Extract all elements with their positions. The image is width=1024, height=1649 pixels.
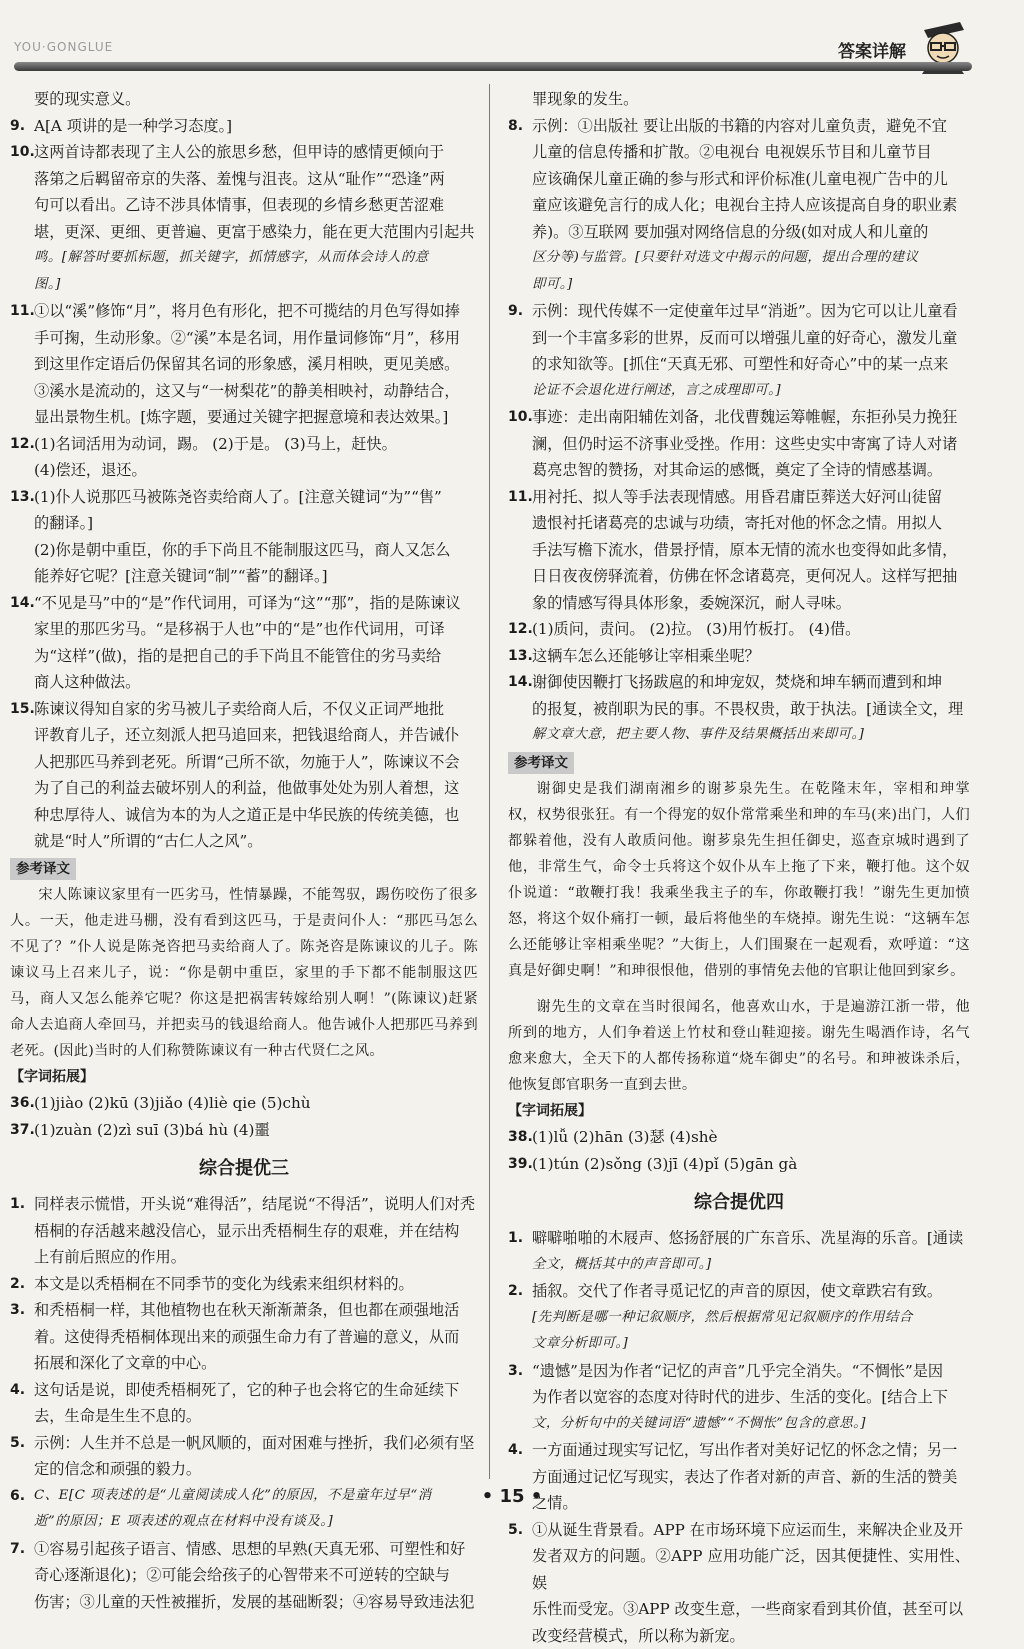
continued-text: 罪现象的发生。	[508, 86, 970, 113]
item-text: (1)lǚ (2)hān (3)瑟 (4)shè	[532, 1128, 718, 1146]
text-line: 到一个丰富多彩的世界，反而可以增强儿童的好奇心，激发儿童	[532, 325, 970, 352]
item-text: (1)zuàn (2)zì suī (3)bá hù (4)噩	[34, 1121, 270, 1139]
text-line: ①容易引起孩子语言、情感、思想的早熟(天真无邪、可塑性和好	[34, 1536, 478, 1563]
text-line: 乐性而受宠。③APP 改变生意，一些商家看到其价值，甚至可以	[532, 1596, 970, 1623]
reference-translation: 谢御史是我们湖南湘乡的谢芗泉先生。在乾隆末年，宰相和珅掌权，权势很张狂。有一个得宠的奴仆常常乘坐和珅的车马(来)出门，人们都躲着他，没有人敢质问他。谢芗泉先生担任御史，巡查京城时遇到了他，非常生气，命令士兵将这个奴仆从车上拖了下来，鞭打他。这个奴仆说道：“敢鞭打我！我乘坐我主子的车，你敢鞭打我！”谢先生更加愤怒，将这个奴仆痛打一顿，最后将他坐的车烧掉。谢先生说：“这辆车怎么还能够让宰相乘坐呢？”大街上，人们围聚在一起观看，欢呼道：“这真是好御史啊！”和珅很恨他，借别的事情免去他的官职让他回到家乡。	[508, 776, 970, 984]
text-line: 落第之后羁留帝京的失落、羞愧与沮丧。这从“耻作”“恐逢”两	[34, 166, 478, 193]
item-number: 10.	[508, 404, 533, 431]
text-line: 定的信念和顽强的毅力。	[34, 1456, 478, 1483]
text-line: C、E[C 项表述的是“儿童阅读成人化”的原因，不是童年过早“消	[34, 1483, 478, 1510]
answer-item	[508, 1278, 970, 1358]
text-line: 葛亮忠智的赞扬，对其命运的感慨，奠定了全诗的情感基调。	[532, 457, 970, 484]
text-line: 噼噼啪啪的木屐声、悠扬舒展的广东音乐、冼星海的乐音。[通读	[532, 1225, 970, 1252]
text-line: ①以“溪”修饰“月”，将月色有形化，把不可揽结的月色写得如捧	[34, 298, 478, 325]
text-line: 伤害；③儿童的天性被摧折，发展的基础断裂；④容易导致违法犯	[34, 1589, 478, 1616]
item-number: 37.	[10, 1117, 35, 1144]
text-line: 文，分析句中的关键词语“遗憾”“不惆怅”包含的意思。]	[532, 1411, 970, 1438]
word-extension-tag: 【字词拓展】	[508, 1098, 970, 1125]
item-number: 2.	[10, 1271, 25, 1298]
text-line: 文章分析即可。]	[532, 1331, 970, 1358]
text-line: 图。]	[34, 272, 478, 299]
item-number: 4.	[10, 1377, 25, 1404]
item-text: (1)tún (2)sǒng (3)jī (4)pǐ (5)gān gà	[532, 1155, 797, 1173]
text-line: 堪，更深、更细、更普遍、更富于感染力，能在更大范围内引起共	[34, 219, 478, 246]
item-number: 11.	[10, 298, 35, 325]
text-line: ③溪水是流动的，这又与“一树梨花”的静美相映衬，动静结合，	[34, 378, 478, 405]
continued-text: 要的现实意义。	[10, 86, 478, 113]
text-line: 区分等)与监管。[只要针对选文中揭示的问题，提出合理的建议	[532, 245, 970, 272]
text-line: 儿童的信息传播和扩散。②电视台 电视娱乐节目和儿童节目	[532, 139, 970, 166]
text-line: 家里的那匹劣马。“是移祸于人也”中的“是”也作代词用，可译	[34, 616, 478, 643]
answer-item	[10, 431, 478, 484]
answer-item	[10, 1191, 478, 1271]
item-number: 10.	[10, 139, 35, 166]
text-line: 这两首诗都表现了主人公的旅思乡愁，但甲诗的感情更倾向于	[34, 139, 478, 166]
page-header	[0, 0, 1024, 80]
text-line: 改变经营模式，所以称为新宠。	[532, 1623, 970, 1649]
text-line: 插叙。交代了作者寻觅记忆的声音的原因，使文章跌宕有致。	[532, 1278, 970, 1305]
answer-item	[10, 113, 478, 140]
text-line: 示例：①出版社 要让出版的书籍的内容对儿童负责，避免不宜	[532, 113, 970, 140]
text-line: “遗憾”是因为作者“记忆的声音”几乎完全消失。“不惆怅”是因	[532, 1358, 970, 1385]
item-text: A[A 项讲的是一种学习态度。]	[34, 117, 232, 135]
answer-item	[508, 616, 970, 643]
answer-item	[508, 1225, 970, 1278]
brand-label: YOU·GONGLUE	[14, 40, 113, 54]
answer-item	[10, 1117, 478, 1144]
reference-translation-tag: 参考译文	[10, 858, 76, 880]
text-line: 的求知欲等。[抓住“天真无邪、可塑性和好奇心”中的某一点来	[532, 351, 970, 378]
text-line: “不见是马”中的“是”作代词用，可译为“这”“那”，指的是陈谏议	[34, 590, 478, 617]
text-line: 示例：现代传媒不一定使童年过早“消逝”。因为它可以让儿童看	[532, 298, 970, 325]
item-text: (1)质问，责问。 (2)拉。 (3)用竹板打。 (4)借。	[532, 620, 860, 638]
text-line: 遗恨衬托诸葛亮的忠诚与功绩，寄托对他的怀念之情。用拟人	[532, 510, 970, 537]
right-column	[508, 86, 970, 1649]
text-line: 一方面通过现实写记忆，写出作者对美好记忆的怀念之情；另一	[532, 1437, 970, 1464]
text-line: 之情。	[532, 1490, 970, 1517]
answer-item	[10, 1297, 478, 1377]
item-number: 5.	[10, 1430, 25, 1457]
text-line: 到这里作定语后仍保留其名词的形象感，溪月相映，更见美感。	[34, 351, 478, 378]
text-line: 上有前后照应的作用。	[34, 1244, 478, 1271]
text-line: 手法写檐下流水，借景抒情，原本无情的流水也变得如此多情，	[532, 537, 970, 564]
item-number: 3.	[10, 1297, 25, 1324]
text-line: 全文，概括其中的声音即可。]	[532, 1252, 970, 1279]
left-column	[10, 86, 478, 1615]
text-line: 应该确保儿童正确的参与形式和评价标准(儿童电视广告中的儿	[532, 166, 970, 193]
item-number: 13.	[10, 484, 35, 511]
answer-item	[10, 1536, 478, 1616]
text-line: (4)偿还，退还。	[34, 457, 478, 484]
text-line: 澜，但仍时运不济事业受挫。作用：这些史实中寄寓了诗人对诸	[532, 431, 970, 458]
text-line: 鸣。[解答时要抓标题，抓关键字，抓情感字，从而体会诗人的意	[34, 245, 478, 272]
item-number: 1.	[508, 1225, 523, 1252]
text-line: 象的情感写得具体形象，委婉深沉，耐人寻味。	[532, 590, 970, 617]
answer-item	[10, 139, 478, 298]
item-number: 2.	[508, 1278, 523, 1305]
item-number: 38.	[508, 1124, 533, 1151]
item-number: 8.	[508, 113, 523, 140]
text-line: 去，生命是生生不息的。	[34, 1403, 478, 1430]
reference-translation: 谢先生的文章在当时很闻名，他喜欢山水，于是遍游江浙一带，他所到的地方，人们争着送上竹杖和登山鞋迎接。谢先生喝酒作诗，名气愈来愈大，全天下的人都传扬称道“烧车御史”的名号。和珅被诛杀后，他恢复郎官职务一直到去世。	[508, 994, 970, 1098]
text-line: 种忠厚待人、诚信为本的为人之道正是中华民族的传统美德，也	[34, 802, 478, 829]
text-line: 为了自己的利益去破坏别人的利益，他做事处处为别人着想，这	[34, 775, 478, 802]
text-line: 人把那匹马养到老死。所谓“己所不欲，勿施于人”，陈谏议不会	[34, 749, 478, 776]
text-line: 方面通过记忆写现实，表达了作者对新的声音、新的生活的赞美	[532, 1464, 970, 1491]
text-line: 拓展和深化了文章的中心。	[34, 1350, 478, 1377]
answer-item	[508, 404, 970, 484]
text-line: 着。这使得秃梧桐体现出来的顽强生命力有了普遍的意义，从而	[34, 1324, 478, 1351]
answer-item	[508, 298, 970, 404]
item-number: 11.	[508, 484, 533, 511]
text-line: 显出景物生机。[炼字题，要通过关键字把握意境和表达效果。]	[34, 404, 478, 431]
item-number: 36.	[10, 1090, 35, 1117]
answer-item	[10, 1090, 478, 1117]
text-line: 句可以看出。乙诗不涉具体情事，但表现的乡情乡愁更苦涩难	[34, 192, 478, 219]
item-number: 14.	[508, 669, 533, 696]
text-line: (1)仆人说那匹马被陈尧咨卖给商人了。[注意关键词“为”“售”	[34, 484, 478, 511]
section-heading: 综合提优三	[10, 1149, 478, 1189]
section-heading: 综合提优四	[508, 1183, 970, 1223]
text-line: 就是“时人”所谓的“古仁人之风”。	[34, 828, 478, 855]
text-line: 谢御使因鞭打飞扬跋扈的和坤宠奴，焚烧和坤车辆而遭到和坤	[532, 669, 970, 696]
text-line: 逝”的原因；E 项表述的观点在材料中没有谈及。]	[34, 1509, 478, 1536]
item-text: 本文是以秃梧桐在不同季节的变化为线索来组织材料的。	[34, 1275, 414, 1293]
text-line: 能养好它呢？[注意关键词“制”“蓄”的翻译。]	[34, 563, 478, 590]
text-line: 童应该避免言行的成人化；电视台主持人应该提高自身的职业素	[532, 192, 970, 219]
item-number: 9.	[10, 113, 25, 140]
text-line: 商人这种做法。	[34, 669, 478, 696]
text-line: 梧桐的存活越来越没信心，显示出秃梧桐生存的艰难，并在结构	[34, 1218, 478, 1245]
text-line: 日日夜夜傍驿流着，仿佛在怀念诸葛亮，更何况人。这样写把抽	[532, 563, 970, 590]
text-line: (1)名词活用为动词，踢。 (2)于是。 (3)马上，赶快。	[34, 431, 478, 458]
item-number: 12.	[10, 431, 35, 458]
text-line: ①从诞生背景看。APP 在市场环境下应运而生，来解决企业及开	[532, 1517, 970, 1544]
answer-item	[508, 113, 970, 299]
text-line: 事迹：走出南阳辅佐刘备，北伐曹魏运筹帷幄，东拒孙吴力挽狂	[532, 404, 970, 431]
answer-item	[10, 590, 478, 696]
answer-item	[10, 696, 478, 855]
item-number: 3.	[508, 1358, 523, 1385]
answer-item	[10, 1377, 478, 1430]
item-number: 15.	[10, 696, 35, 723]
page-number: • 15 •	[0, 1486, 1024, 1507]
item-number: 4.	[508, 1437, 523, 1464]
text-line: 示例：人生并不总是一帆风顺的，面对困难与挫折，我们必须有坚	[34, 1430, 478, 1457]
text-line: 发者双方的问题。②APP 应用功能广泛，因其便捷性、实用性、娱	[532, 1543, 970, 1596]
text-line: 和秃梧桐一样，其他植物也在秋天渐渐萧条，但也都在顽强地活	[34, 1297, 478, 1324]
reference-translation-tag: 参考译文	[508, 752, 574, 774]
text-line: 这句话是说，即使秃梧桐死了，它的种子也会将它的生命延续下	[34, 1377, 478, 1404]
text-line: [先判断是哪一种记叙顺序，然后根据常见记叙顺序的作用结合	[532, 1305, 970, 1332]
answer-item	[508, 1358, 970, 1438]
item-number: 13.	[508, 643, 533, 670]
answer-item	[508, 1124, 970, 1151]
answer-item	[10, 1430, 478, 1483]
item-number: 12.	[508, 616, 533, 643]
answer-item	[508, 1517, 970, 1649]
text-line: 同样表示慌惜，开头说“难得活”，结尾说“不得活”，说明人们对秃	[34, 1191, 478, 1218]
text-line: 养)。③互联网 要加强对网络信息的分级(如对成人和儿童的	[532, 219, 970, 246]
section-title: 答案详解	[838, 37, 906, 62]
answer-item	[508, 484, 970, 617]
answer-item	[10, 1271, 478, 1298]
item-number: 14.	[10, 590, 35, 617]
text-line: 用衬托、拟人等手法表现情感。用昏君庸臣葬送大好河山徒留	[532, 484, 970, 511]
text-line: 手可掬，生动形象。②“溪”本是名词，用作量词修饰“月”，移用	[34, 325, 478, 352]
item-number: 6.	[10, 1483, 25, 1510]
item-text: (1)jiào (2)kū (3)jiǎo (4)liè qie (5)chù	[34, 1094, 311, 1112]
text-line: 论证不会退化进行阐述，言之成理即可。]	[532, 378, 970, 405]
text-line: 奇心逐渐退化)；②可能会给孩子的心智带来不可逆转的空缺与	[34, 1562, 478, 1589]
text-line: 陈谏议得知自家的劣马被儿子卖给商人后，不仅义正词严地批	[34, 696, 478, 723]
text-line: 解文章大意，把主要人物、事件及结果概括出来即可。]	[532, 722, 970, 749]
text-line: 为“这样”(做)，指的是把自己的手下尚且不能管住的劣马卖给	[34, 643, 478, 670]
item-number: 1.	[10, 1191, 25, 1218]
text-line: 即可。]	[532, 272, 970, 299]
text-line: 评教育儿子，还立刻派人把马追回来，把钱退给商人，并告诫仆	[34, 722, 478, 749]
text-line: 的报复，被削职为民的事。不畏权贵，敢于执法。[通读全文，理	[532, 696, 970, 723]
answer-item	[10, 298, 478, 431]
item-text: 这辆车怎么还能够让宰相乘坐呢？	[532, 647, 760, 665]
item-number: 39.	[508, 1151, 533, 1178]
word-extension-tag: 【字词拓展】	[10, 1064, 478, 1091]
answer-item	[508, 643, 970, 670]
text-line: 的翻译。]	[34, 510, 478, 537]
answer-item	[508, 1151, 970, 1178]
text-line: 为作者以宽容的态度对待时代的进步、生活的变化。[结合上下	[532, 1384, 970, 1411]
item-number: 9.	[508, 298, 523, 325]
answer-item	[508, 669, 970, 749]
item-number: 7.	[10, 1536, 25, 1563]
header-band	[14, 62, 972, 71]
reference-translation: 宋人陈谏议家里有一匹劣马，性情暴躁，不能驾驭，踢伤咬伤了很多人。一天，他走进马棚，没有看到这匹马，于是责问仆人：“那匹马怎么不见了？”仆人说是陈尧咨把马卖给商人了。陈尧咨是陈谏议的儿子。陈谏议马上召来儿子，说：“你是朝中重臣，家里的手下都不能制服这匹马，商人又怎么能养它呢？你这是把祸害转嫁给别人啊！”(陈谏议)赶紧命人去追商人牵回马，并把卖马的钱退给商人。他告诫仆人把那匹马养到老死。(因此)当时的人们称赞陈谏议有一种古代贤仁之风。	[10, 882, 478, 1064]
text-line: (2)你是朝中重臣，你的手下尚且不能制服这匹马，商人又怎么	[34, 537, 478, 564]
column-divider	[489, 84, 490, 1479]
answer-item	[10, 484, 478, 590]
item-number: 5.	[508, 1517, 523, 1544]
